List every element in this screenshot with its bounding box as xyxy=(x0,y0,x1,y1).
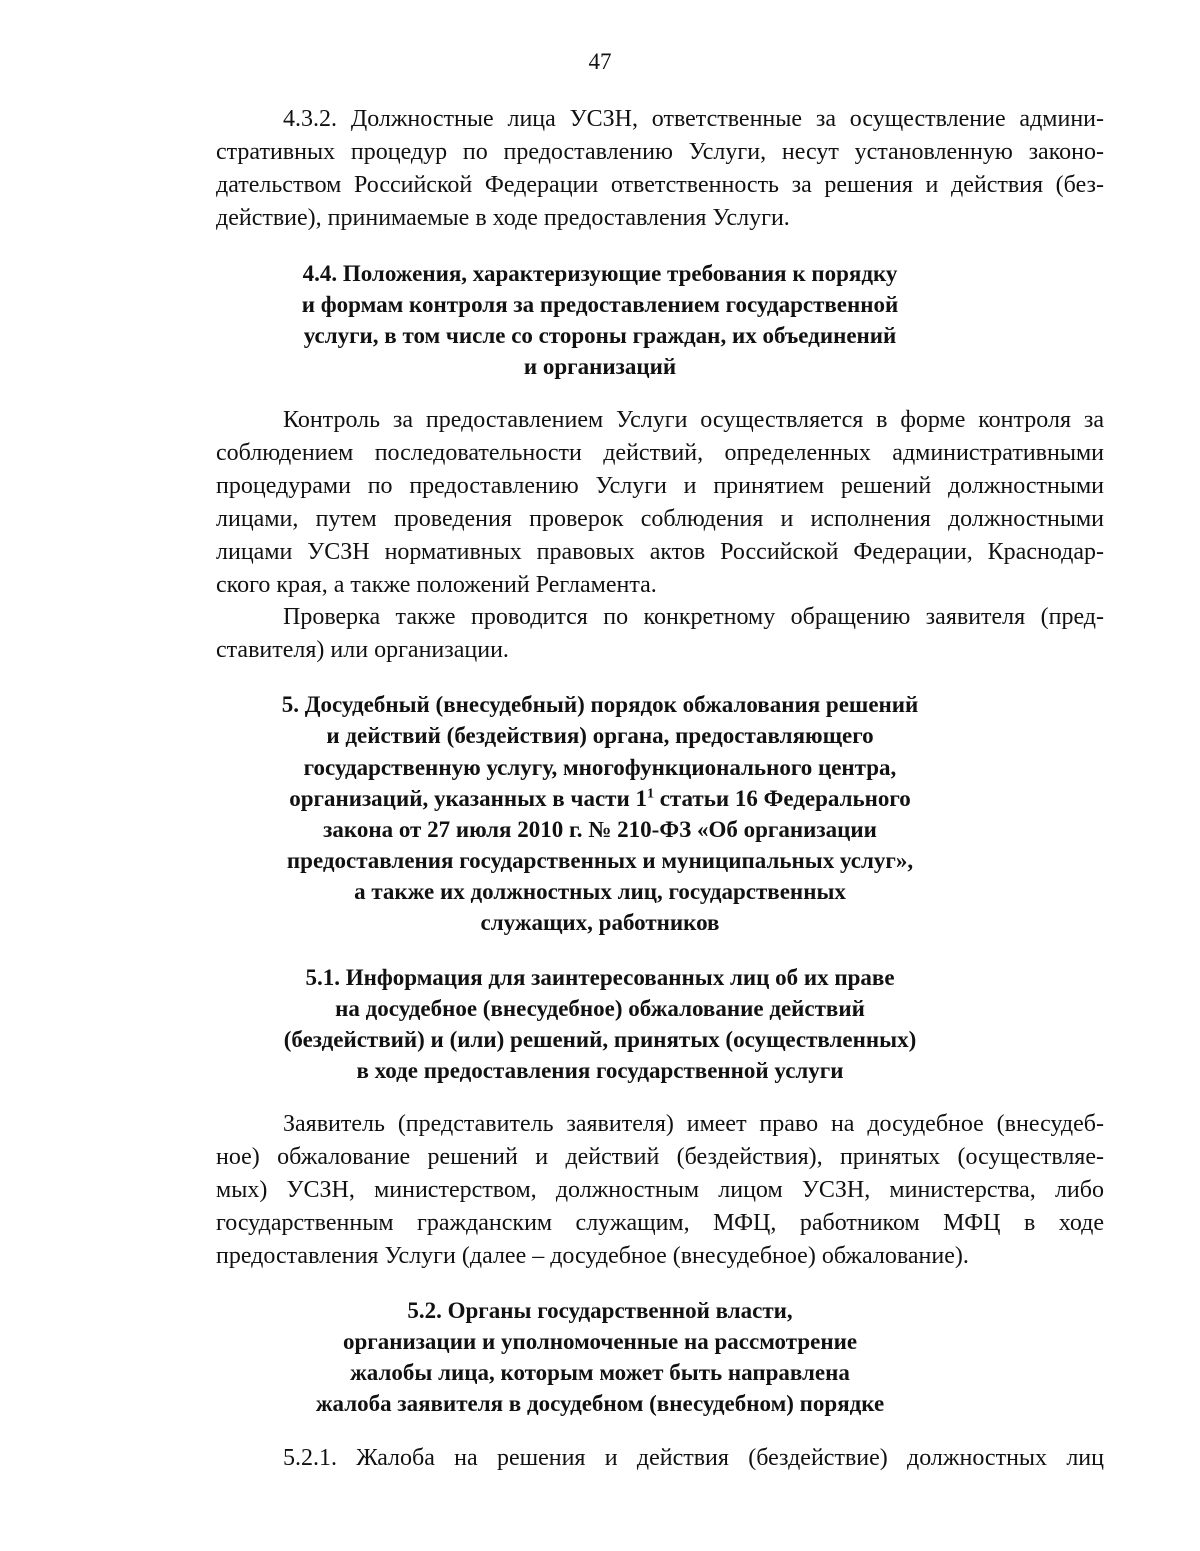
heading-5-line-4 xyxy=(0,787,1200,810)
para-applicant-line-5: предоставления Услуги (далее – досудебное (внесудебное) обжалование). xyxy=(216,1243,969,1269)
heading-5-line-1: 5. Досудебный (внесудебный) порядок обжалования решений xyxy=(281,692,919,717)
para-control-line-4: лицами, путем проведения проверок соблюдения и исполнения должностными xyxy=(216,506,1104,532)
para-control-line-3: процедурами по предоставлению Услуги и принятием решений должностными xyxy=(216,473,1104,499)
para-control-line-1: Контроль за предоставлением Услуги осуществляется в форме контроля за xyxy=(283,407,1104,433)
heading-5-line-8: служащих, работников xyxy=(480,910,720,935)
page-number: 47 xyxy=(588,49,612,74)
heading-5-2-line-3: жалобы лица, которым может быть направлена xyxy=(350,1360,850,1385)
para-applicant-line-1: Заявитель (представитель заявителя) имеет право на досудебное (внесудеб- xyxy=(283,1111,1104,1137)
heading-4-4-line-4: и организаций xyxy=(523,354,677,379)
heading-5-1-line-3: (бездействий) и (или) решений, принятых (осуществленных) xyxy=(283,1027,917,1052)
para-check-line-1: Проверка также проводится по конкретному обращению заявителя (пред- xyxy=(283,604,1104,630)
heading-5-2-line-4: жалоба заявителя в досудебном (внесудебном) порядке xyxy=(315,1391,885,1416)
heading-4-4-line-1: 4.4. Положения, характеризующие требования к порядку xyxy=(302,261,898,286)
para-4-3-2-line-2: стративных процедур по предоставлению Услуги, несут установленную законо- xyxy=(216,139,1104,165)
para-4-3-2-line-1: 4.3.2. Должностные лица УСЗН, ответственные за осуществление админи- xyxy=(283,106,1104,132)
para-control-line-5: лицами УСЗН нормативных правовых актов Российской Федерации, Краснодар- xyxy=(216,539,1104,565)
heading-5-line-6: предоставления государственных и муниципальных услуг», xyxy=(286,848,914,873)
heading-5-line-4-end: статьи 16 Федерального xyxy=(653,786,911,811)
para-5-2-1-line-1: 5.2.1. Жалоба на решения и действия (бездействие) должностных лиц xyxy=(283,1445,1104,1471)
heading-5-line-7: а также их должностных лиц, государственных xyxy=(354,879,846,904)
heading-5-line-2: и действий (бездействия) органа, предоставляющего xyxy=(326,723,874,748)
para-control-line-2: соблюдением последовательности действий, определенных административными xyxy=(216,440,1104,466)
heading-4-4-line-2: и формам контроля за предоставлением государственной xyxy=(301,292,899,317)
heading-4-4-line-3: услуги, в том числе со стороны граждан, их объединений xyxy=(303,323,897,348)
para-applicant-line-2: ное) обжалование решений и действий (бездействия), принятых (осуществляе- xyxy=(216,1144,1104,1170)
heading-5-2-line-2: организации и уполномоченные на рассмотрение xyxy=(342,1329,858,1354)
heading-5-line-5: закона от 27 июля 2010 г. № 210-ФЗ «Об организации xyxy=(323,817,877,842)
superscript-part-number: 1 xyxy=(646,786,654,802)
para-applicant-line-3: мых) УСЗН, министерством, должностным лицом УСЗН, министерства, либо xyxy=(216,1177,1104,1203)
para-4-3-2-line-4: действие), принимаемые в ходе предоставления Услуги. xyxy=(216,205,790,231)
heading-5-1-line-1: 5.1. Информация для заинтересованных лиц об их праве xyxy=(305,965,895,990)
para-check-line-2: ставителя) или организации. xyxy=(216,637,509,663)
heading-5-1-line-4: в ходе предоставления государственной услуги xyxy=(356,1058,844,1083)
para-control-line-6: ского края, а также положений Регламента. xyxy=(216,572,657,598)
heading-5-2-line-1: 5.2. Органы государственной власти, xyxy=(407,1298,793,1323)
para-applicant-line-4: государственным гражданским служащим, МФЦ, работником МФЦ в ходе xyxy=(216,1210,1104,1236)
para-4-3-2-line-3: дательством Российской Федерации ответственность за решения и действия (без- xyxy=(216,172,1104,198)
heading-5-line-3: государственную услугу, многофункционального центра, xyxy=(303,755,897,780)
heading-5-1-line-2: на досудебное (внесудебное) обжалование действий xyxy=(335,996,865,1021)
heading-5-line-4-start: организаций, указанных в части 1 xyxy=(289,786,647,811)
